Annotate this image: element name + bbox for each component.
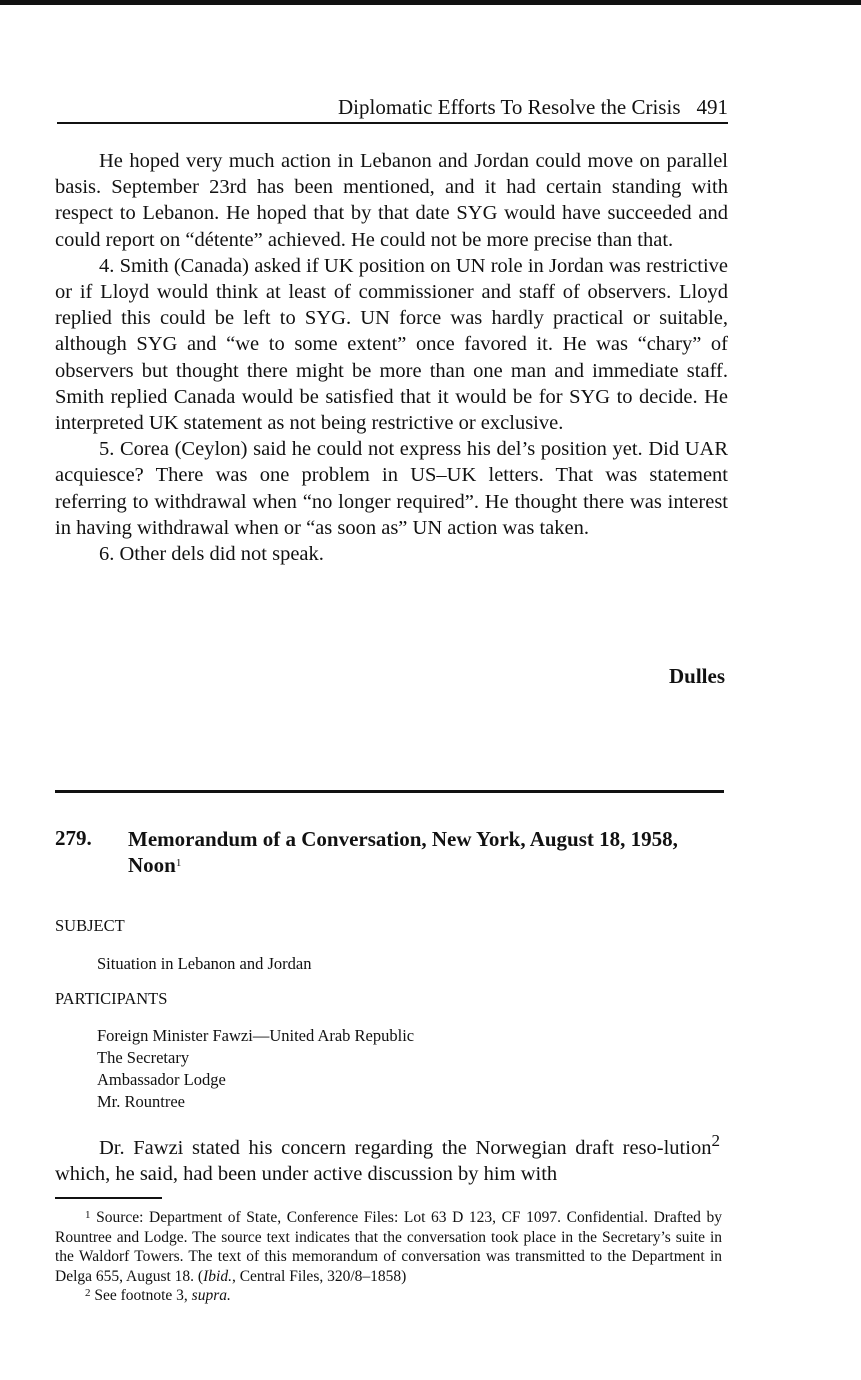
continued-text — [55, 148, 728, 567]
paragraph: 4. Smith (Canada) asked if UK position on UN role in Jordan was restrictive or if Lloyd would think at least of commissioner and staff of observers. Lloyd replied this could be left to SYG. UN force was hardly practical or suitable, although SYG and “we to some extent” once favored it. He was “chary” of observers but thought there might be more than one man and immediate staff. Smith replied Canada would be satisfied that it would be for SYG to decide. He interpreted UK statement as not being restrictive or exclusive. — [55, 254, 728, 435]
participants-list — [97, 1025, 414, 1113]
participants-label: PARTICIPANTS — [55, 989, 168, 1008]
document-title-text: Memorandum of a Conversation, New York, August 18, 1958, Noon — [128, 827, 678, 877]
footnote-2 — [55, 1286, 722, 1306]
footnote-divider — [55, 1197, 162, 1199]
document-title — [128, 826, 718, 878]
footnote-ref: 1 — [175, 857, 182, 869]
footnote-text-end: , Central Files, 320/8–1858) — [231, 1267, 407, 1285]
body-text-end: which, he said, had been under active discussion by him with — [55, 1163, 558, 1186]
running-title: Diplomatic Efforts To Resolve the Crisis — [338, 95, 681, 119]
footnote-1 — [55, 1208, 722, 1286]
page-number: 491 — [696, 95, 728, 119]
top-border — [0, 0, 861, 5]
footnote-italic: Ibid. — [203, 1267, 232, 1285]
paragraph: 5. Corea (Ceylon) said he could not express his del’s position yet. Did UAR acquiesce? There was one problem in US–UK letters. That was statement referring to withdrawal when “no longer required”. He thought there was interest in having withdrawal when or “as soon as” UN action was taken. — [55, 438, 728, 539]
paragraph: 6. Other dels did not speak. — [99, 543, 324, 566]
memo-body — [55, 1128, 720, 1187]
footnote-ref: 2 — [711, 1131, 720, 1150]
participant: The Secretary — [97, 1048, 190, 1067]
body-text-start: Dr. Fawzi stated his concern regarding the Norwegian draft reso-lution — [99, 1136, 712, 1159]
footnote-marker: 2 — [85, 1287, 91, 1299]
section-divider — [55, 790, 724, 793]
running-header — [57, 94, 728, 124]
signature: Dulles — [668, 664, 725, 688]
subject-text: Situation in Lebanon and Jordan — [97, 954, 312, 973]
participant: Foreign Minister Fawzi—United Arab Republic — [97, 1026, 415, 1045]
footnote-text: Source: Department of State, Conference Files: Lot 63 D 123, CF 1097. Confidential. Drafted by Rountree and Lodge. The source text indicates that the conversation took place in the Secretary’s suite in the Waldorf Towers. The text of this memorandum of conversation was transmitted to the Department in Delga 655, August 18. ( — [55, 1209, 722, 1285]
footnote-italic: supra. — [191, 1287, 231, 1304]
document-number: 279. — [55, 826, 92, 850]
paragraph: He hoped very much action in Lebanon and Jordan could move on parallel basis. September 23rd has been mentioned, and it had certain standing with respect to Lebanon. He hoped that by that date SYG would have succeeded and could report on “détente” achieved. He could not be more precise than that. — [55, 150, 728, 251]
participant: Ambassador Lodge — [97, 1070, 226, 1089]
paragraph — [55, 1128, 720, 1187]
footnote-marker: 1 — [85, 1209, 91, 1221]
participant: Mr. Rountree — [97, 1092, 185, 1111]
subject-label: SUBJECT — [55, 916, 125, 935]
footnote-text: See footnote 3, — [90, 1287, 192, 1304]
footnotes — [55, 1208, 722, 1306]
